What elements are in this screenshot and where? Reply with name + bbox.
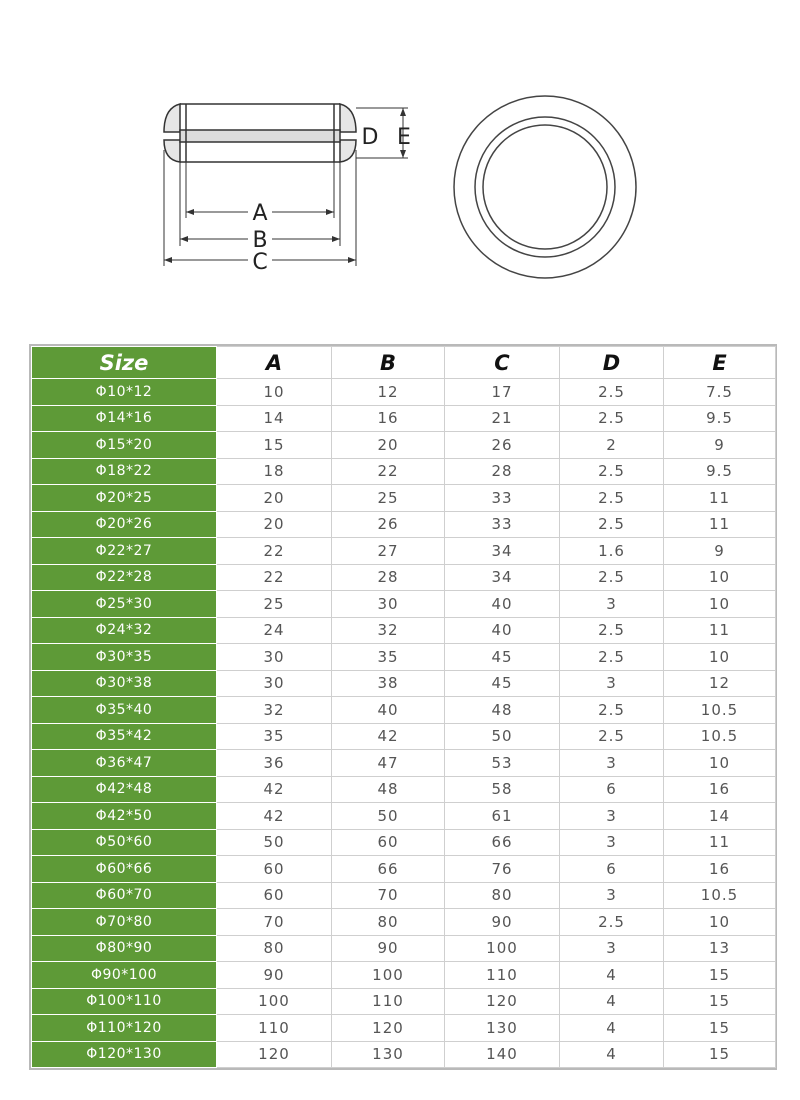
cell-size: Φ60*66 (32, 856, 217, 883)
cell-b: 80 (332, 909, 445, 936)
table-row (32, 511, 776, 538)
cell-a: 120 (217, 1041, 332, 1068)
cell-size: Φ20*25 (32, 485, 217, 512)
cell-size: Φ100*110 (32, 988, 217, 1015)
cell-d: 2.5 (560, 644, 664, 671)
cell-d: 4 (560, 962, 664, 989)
cell-e: 9.5 (664, 405, 776, 432)
table-row (32, 458, 776, 485)
cell-a: 70 (217, 909, 332, 936)
table-row (32, 405, 776, 432)
table-row (32, 591, 776, 618)
cell-c: 120 (445, 988, 560, 1015)
header-size: Size (32, 347, 217, 379)
cell-size: Φ35*42 (32, 723, 217, 750)
cell-b: 47 (332, 750, 445, 777)
cell-d: 3 (560, 882, 664, 909)
cell-e: 9 (664, 538, 776, 565)
cell-size: Φ35*40 (32, 697, 217, 724)
cell-e: 9.5 (664, 458, 776, 485)
cell-a: 60 (217, 856, 332, 883)
cell-size: Φ80*90 (32, 935, 217, 962)
cell-e: 16 (664, 776, 776, 803)
table-row (32, 617, 776, 644)
table-row (32, 697, 776, 724)
cell-size: Φ90*100 (32, 962, 217, 989)
cell-size: Φ20*26 (32, 511, 217, 538)
cell-size: Φ120*130 (32, 1041, 217, 1068)
cell-d: 2.5 (560, 511, 664, 538)
cell-d: 2.5 (560, 617, 664, 644)
cell-b: 42 (332, 723, 445, 750)
cell-e: 10.5 (664, 723, 776, 750)
cell-b: 40 (332, 697, 445, 724)
cell-size: Φ15*20 (32, 432, 217, 459)
cell-size: Φ18*22 (32, 458, 217, 485)
table-row (32, 750, 776, 777)
cell-b: 110 (332, 988, 445, 1015)
cell-size: Φ22*28 (32, 564, 217, 591)
cell-b: 35 (332, 644, 445, 671)
cell-c: 34 (445, 564, 560, 591)
cell-c: 80 (445, 882, 560, 909)
cell-d: 4 (560, 1015, 664, 1042)
table-row (32, 988, 776, 1015)
table-row (32, 856, 776, 883)
cell-c: 34 (445, 538, 560, 565)
cell-a: 90 (217, 962, 332, 989)
table-row (32, 379, 776, 406)
cell-a: 20 (217, 511, 332, 538)
cell-c: 66 (445, 829, 560, 856)
cell-d: 2 (560, 432, 664, 459)
cell-c: 140 (445, 1041, 560, 1068)
cell-size: Φ36*47 (32, 750, 217, 777)
cell-d: 1.6 (560, 538, 664, 565)
cell-d: 4 (560, 988, 664, 1015)
cell-e: 15 (664, 1015, 776, 1042)
table-row (32, 432, 776, 459)
cell-a: 35 (217, 723, 332, 750)
table-row (32, 803, 776, 830)
header-e: E (664, 347, 776, 379)
cell-c: 53 (445, 750, 560, 777)
cell-e: 13 (664, 935, 776, 962)
cell-c: 130 (445, 1015, 560, 1042)
table-row (32, 538, 776, 565)
cell-size: Φ25*30 (32, 591, 217, 618)
table-row (32, 723, 776, 750)
dim-label-b: B (252, 228, 268, 253)
table-row (32, 670, 776, 697)
cell-e: 10 (664, 644, 776, 671)
cell-c: 21 (445, 405, 560, 432)
cell-b: 70 (332, 882, 445, 909)
cell-size: Φ30*35 (32, 644, 217, 671)
cell-d: 6 (560, 856, 664, 883)
cell-a: 24 (217, 617, 332, 644)
table-row (32, 829, 776, 856)
cell-c: 33 (445, 485, 560, 512)
cell-b: 50 (332, 803, 445, 830)
cell-d: 3 (560, 670, 664, 697)
cell-size: Φ14*16 (32, 405, 217, 432)
cell-e: 10.5 (664, 882, 776, 909)
table-row (32, 909, 776, 936)
cell-b: 30 (332, 591, 445, 618)
cell-c: 45 (445, 644, 560, 671)
cell-d: 2.5 (560, 458, 664, 485)
cell-b: 32 (332, 617, 445, 644)
cell-c: 110 (445, 962, 560, 989)
cell-c: 45 (445, 670, 560, 697)
cell-a: 18 (217, 458, 332, 485)
cell-e: 11 (664, 829, 776, 856)
cell-size: Φ60*70 (32, 882, 217, 909)
cell-size: Φ50*60 (32, 829, 217, 856)
cell-a: 30 (217, 670, 332, 697)
cell-c: 48 (445, 697, 560, 724)
cell-c: 58 (445, 776, 560, 803)
cell-size: Φ22*27 (32, 538, 217, 565)
cell-b: 120 (332, 1015, 445, 1042)
cell-b: 66 (332, 856, 445, 883)
cell-e: 11 (664, 485, 776, 512)
cell-b: 25 (332, 485, 445, 512)
grommet-diagram (0, 0, 800, 320)
cell-c: 33 (445, 511, 560, 538)
cell-b: 28 (332, 564, 445, 591)
cell-c: 40 (445, 617, 560, 644)
cell-size: Φ42*48 (32, 776, 217, 803)
dim-label-e: E (397, 125, 411, 150)
cell-c: 50 (445, 723, 560, 750)
cell-d: 4 (560, 1041, 664, 1068)
size-table-container (29, 344, 777, 1070)
table-body (32, 379, 776, 1068)
cell-d: 2.5 (560, 564, 664, 591)
cell-a: 110 (217, 1015, 332, 1042)
cell-e: 11 (664, 617, 776, 644)
cell-size: Φ30*38 (32, 670, 217, 697)
cell-e: 10 (664, 564, 776, 591)
cell-b: 27 (332, 538, 445, 565)
cell-b: 60 (332, 829, 445, 856)
cell-d: 3 (560, 803, 664, 830)
cell-e: 10 (664, 750, 776, 777)
table-row (32, 564, 776, 591)
cell-c: 76 (445, 856, 560, 883)
cell-size: Φ10*12 (32, 379, 217, 406)
cell-b: 130 (332, 1041, 445, 1068)
cell-e: 11 (664, 511, 776, 538)
table-row (32, 644, 776, 671)
cell-a: 42 (217, 776, 332, 803)
dim-label-d: D (361, 125, 379, 150)
cell-a: 22 (217, 564, 332, 591)
table-row (32, 962, 776, 989)
cell-e: 16 (664, 856, 776, 883)
cell-d: 3 (560, 591, 664, 618)
cell-b: 26 (332, 511, 445, 538)
cell-a: 30 (217, 644, 332, 671)
table-row (32, 1041, 776, 1068)
cell-a: 14 (217, 405, 332, 432)
cell-e: 9 (664, 432, 776, 459)
cell-a: 80 (217, 935, 332, 962)
cell-e: 12 (664, 670, 776, 697)
cell-d: 3 (560, 829, 664, 856)
cell-a: 36 (217, 750, 332, 777)
header-c: C (445, 347, 560, 379)
table-row (32, 776, 776, 803)
cell-b: 48 (332, 776, 445, 803)
cell-a: 25 (217, 591, 332, 618)
cell-size: Φ24*32 (32, 617, 217, 644)
cell-e: 10 (664, 909, 776, 936)
cell-a: 100 (217, 988, 332, 1015)
cell-c: 90 (445, 909, 560, 936)
cell-d: 2.5 (560, 909, 664, 936)
cell-d: 2.5 (560, 379, 664, 406)
cell-e: 10.5 (664, 697, 776, 724)
dim-label-c: C (252, 250, 268, 275)
cell-a: 60 (217, 882, 332, 909)
cell-a: 22 (217, 538, 332, 565)
cell-d: 2.5 (560, 697, 664, 724)
cell-a: 42 (217, 803, 332, 830)
cell-c: 40 (445, 591, 560, 618)
cell-e: 10 (664, 591, 776, 618)
cell-a: 15 (217, 432, 332, 459)
cell-c: 28 (445, 458, 560, 485)
cell-d: 3 (560, 935, 664, 962)
cell-d: 2.5 (560, 485, 664, 512)
cell-c: 17 (445, 379, 560, 406)
cell-d: 2.5 (560, 405, 664, 432)
cell-size: Φ70*80 (32, 909, 217, 936)
table-row (32, 882, 776, 909)
size-table (31, 346, 776, 1068)
cell-e: 15 (664, 962, 776, 989)
cell-e: 15 (664, 1041, 776, 1068)
cell-c: 26 (445, 432, 560, 459)
cell-d: 2.5 (560, 723, 664, 750)
cell-b: 90 (332, 935, 445, 962)
cell-c: 61 (445, 803, 560, 830)
table-header-row (32, 347, 776, 379)
cell-size: Φ110*120 (32, 1015, 217, 1042)
cell-size: Φ42*50 (32, 803, 217, 830)
cell-b: 16 (332, 405, 445, 432)
table-row (32, 485, 776, 512)
table-row (32, 1015, 776, 1042)
cell-b: 20 (332, 432, 445, 459)
cell-e: 7.5 (664, 379, 776, 406)
cell-a: 20 (217, 485, 332, 512)
cell-d: 3 (560, 750, 664, 777)
cell-b: 12 (332, 379, 445, 406)
cell-c: 100 (445, 935, 560, 962)
header-d: D (560, 347, 664, 379)
cell-d: 6 (560, 776, 664, 803)
cell-e: 15 (664, 988, 776, 1015)
cell-b: 22 (332, 458, 445, 485)
header-b: B (332, 347, 445, 379)
cell-a: 50 (217, 829, 332, 856)
cell-b: 100 (332, 962, 445, 989)
front-view (454, 96, 636, 278)
cell-e: 14 (664, 803, 776, 830)
header-a: A (217, 347, 332, 379)
table-row (32, 935, 776, 962)
dim-label-a: A (252, 201, 268, 226)
cell-b: 38 (332, 670, 445, 697)
cell-a: 10 (217, 379, 332, 406)
cell-a: 32 (217, 697, 332, 724)
